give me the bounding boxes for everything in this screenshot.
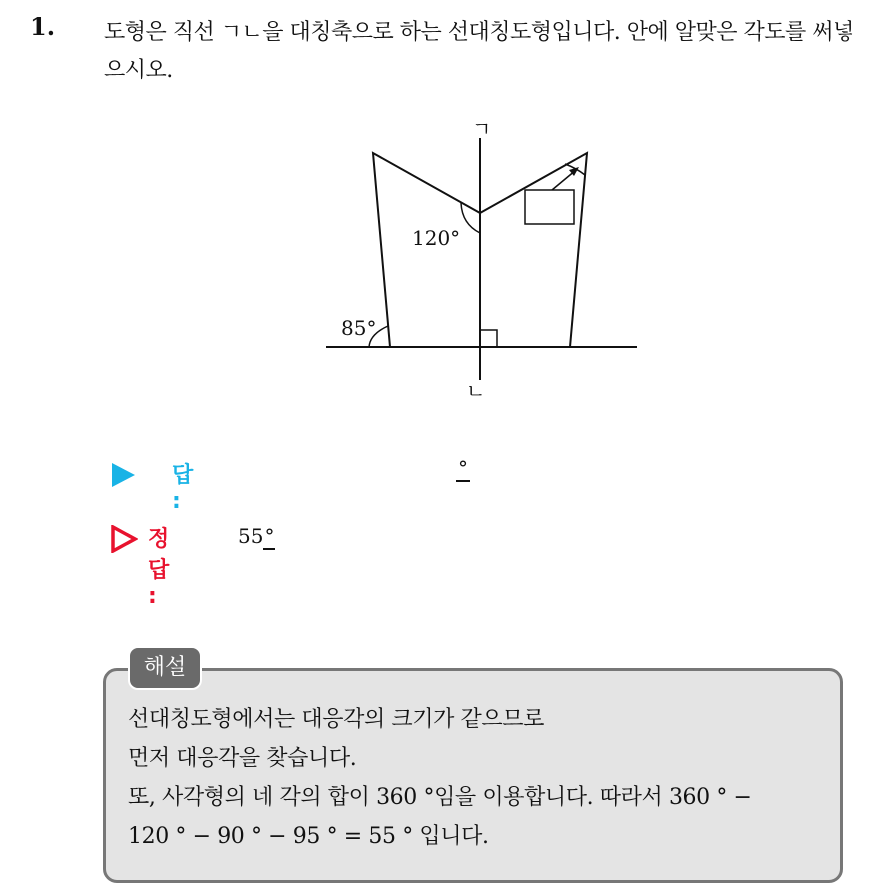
correct-number: 55	[238, 524, 264, 548]
explanation-line: 120 ° − 90 ° − 95 ° = 55 ° 입니다.	[128, 824, 489, 849]
answer-blank[interactable]: °	[458, 456, 468, 480]
question-text: 도형은 직선 ㄱㄴ을 대칭축으로 하는 선대칭도형입니다. 안에 알맞은 각도를 써넣으시오.	[104, 20, 854, 83]
explanation-line: 선대칭도형에서는 대응각의 크기가 같으므로	[128, 707, 544, 732]
label-top: ㄱ	[472, 117, 492, 141]
right-angle-mark	[480, 330, 497, 347]
correct-label: 정답 :	[148, 527, 170, 609]
angle-label-120: 120°	[412, 226, 461, 250]
answer-label: 답 :	[172, 463, 194, 514]
correct-value	[238, 524, 275, 548]
correct-arrow-icon	[110, 525, 138, 553]
label-bottom: ㄴ	[466, 379, 486, 403]
answer-arrow-icon	[110, 462, 136, 488]
left-shape	[373, 153, 480, 347]
explanation-line: 먼저 대응각을 찾습니다.	[128, 746, 357, 771]
symmetry-figure	[0, 0, 884, 430]
question-number: 1.	[30, 12, 56, 41]
explanation-text	[128, 700, 833, 856]
angle-label-85: 85°	[341, 316, 377, 340]
answer-box	[525, 190, 574, 224]
explanation-tag: 해설	[128, 646, 202, 690]
correct-unit: °	[264, 524, 275, 548]
explanation-line: 또, 사각형의 네 각의 합이 360 °임을 이용합니다. 따라서 360 ° −	[128, 785, 752, 810]
right-shape	[480, 153, 587, 347]
